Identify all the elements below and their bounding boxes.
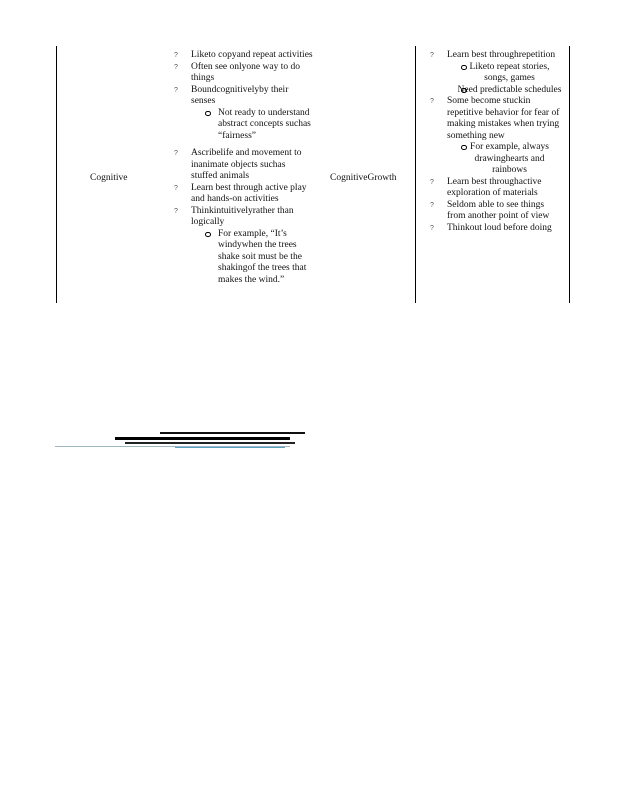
sub-list-item: For example, “It’s windywhen the trees shake soit must be the shakingof the trees that makes the wind.”	[174, 229, 314, 287]
bullet-glyph: ?	[430, 178, 434, 186]
row-label-cognitive: Cognitive	[90, 173, 128, 183]
list-item: ? Thinkout loud before doing	[430, 222, 552, 233]
bullet-glyph: ?	[174, 86, 178, 94]
circle-bullet-icon	[461, 88, 467, 93]
list-item: ? Learn best throughrepetition	[430, 50, 556, 60]
bullet-glyph: ?	[430, 201, 434, 209]
list-item: ? Liketo copyand repeat activities	[174, 50, 313, 60]
table-border-left	[56, 46, 57, 303]
bullet-glyph: ?	[174, 52, 178, 59]
list-item: ? Learn best throughactive exploration of materials	[430, 176, 542, 198]
bullet-glyph: ?	[174, 207, 178, 215]
circle-bullet-icon	[205, 111, 211, 116]
table-border-middle	[415, 46, 416, 303]
sub-list-item: For example, always drawinghearts and rainbows	[430, 142, 562, 177]
list-item: ? Learn best through active play and hands‑on activities	[174, 182, 307, 204]
table-border-right	[569, 46, 570, 303]
circle-bullet-icon	[461, 145, 467, 150]
sub-list-item: Not ready to understand abstract concepts suchas “fairness”	[174, 108, 314, 143]
school-age-cognitive-list	[430, 50, 562, 234]
sub-list-item: Liketo repeat stories, songs, games	[430, 62, 562, 85]
list-item: ? Boundcognitivelyby their senses	[174, 84, 289, 106]
bullet-glyph: ?	[174, 63, 178, 71]
list-item: ? Thinkintuitivelyrather than logically	[174, 205, 294, 227]
bullet-glyph: ?	[174, 184, 178, 192]
list-item: ? Some become stuckin repetitive behavior for fear of making mistakes when trying something new	[430, 96, 560, 141]
list-item: ? Often see onlyone way to do things	[174, 61, 300, 83]
list-item: ? Ascribelife and movement to inanimate objects suchas stuffed animals	[174, 148, 302, 181]
circle-bullet-icon	[461, 65, 467, 70]
decorative-line-graphic	[55, 432, 305, 452]
bullet-glyph: ?	[430, 224, 434, 232]
preschool-cognitive-list	[174, 50, 314, 286]
bullet-glyph: ?	[430, 98, 434, 105]
list-item: ? Seldom able to see things from another point of view	[430, 199, 550, 221]
circle-bullet-icon	[205, 232, 211, 237]
row-label-cognitive-growth: CognitiveGrowth	[330, 173, 397, 183]
bullet-glyph: ?	[174, 150, 178, 157]
sub-list-item: Need predictable schedules	[457, 84, 562, 95]
bullet-glyph: ?	[430, 52, 434, 59]
